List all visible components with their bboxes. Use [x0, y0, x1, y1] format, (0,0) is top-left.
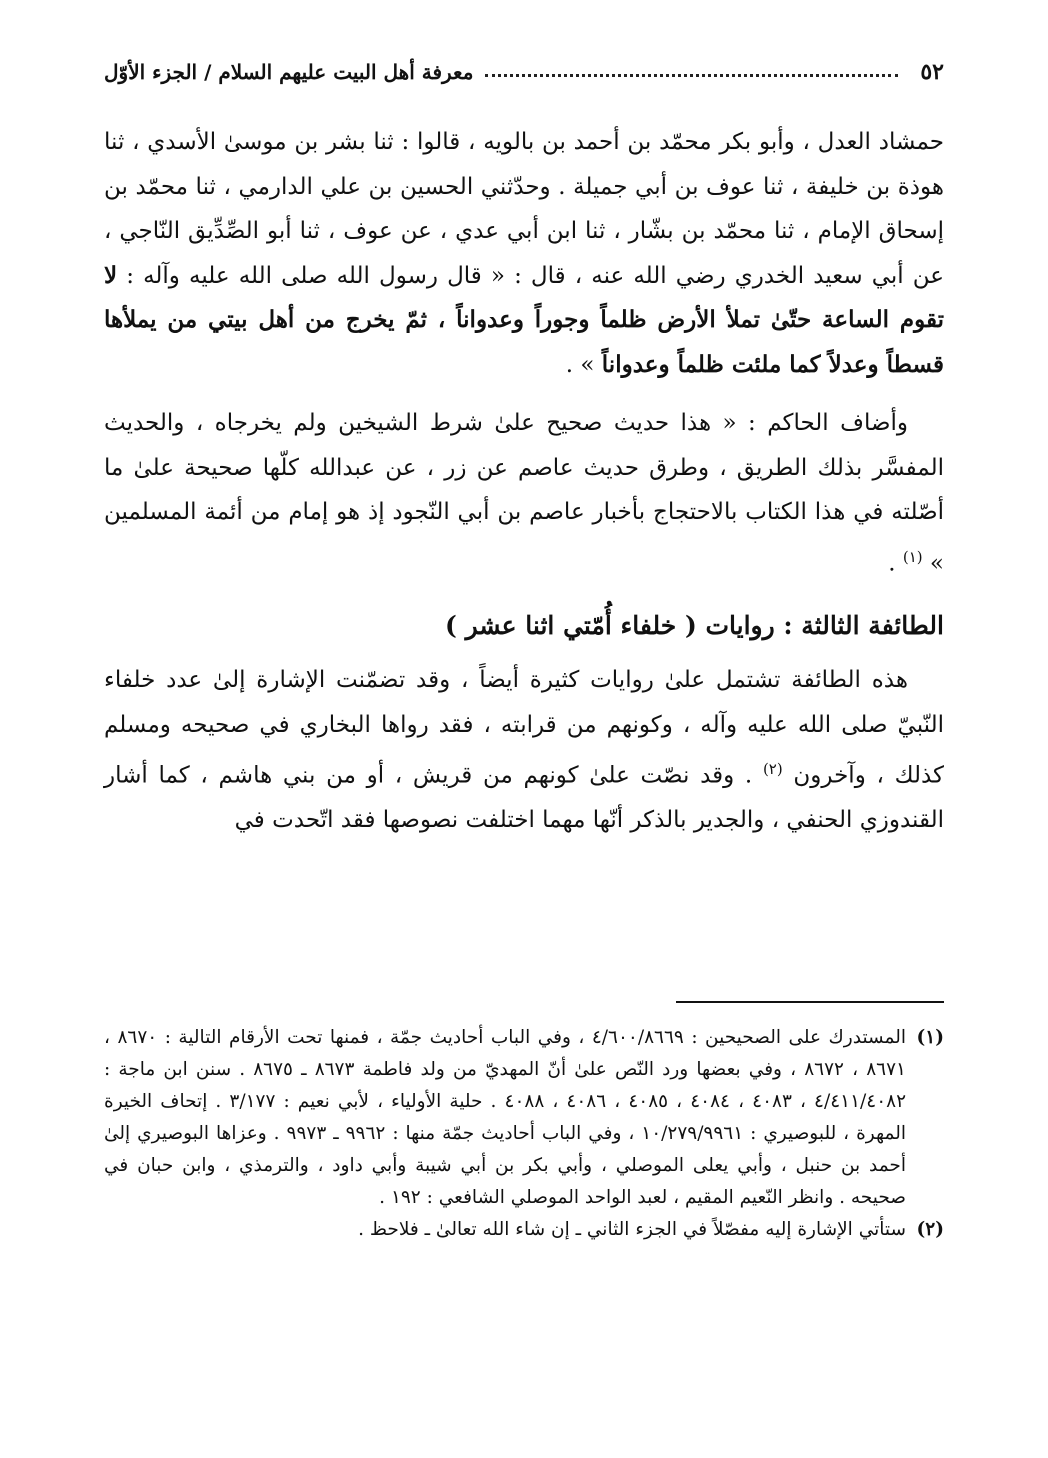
footnote-1 [104, 1022, 944, 1214]
header-dot-leader [485, 74, 898, 77]
paragraph-end: » . [565, 351, 595, 378]
footnote-2 [104, 1214, 944, 1246]
footnote-number: (٢) [916, 1219, 944, 1240]
footnote-text: ستأتي الإشارة إليه مفصّلاً في الجزء الثاني ـ إن شاء الله تعالىٰ ـ فلاحظ . [358, 1219, 906, 1240]
footnote-text: المستدرك على الصحيحين : ٤/٦٠٠/٨٦٦٩ ، وفي الباب أحاديث جمّة ، فمنها تحت الأرقام التالية : ٨٦٧٠ ، ٨٦٧١ ، ٨٦٧٢ ، وفي بعضها ورد النّص علىٰ أنّ المهديّ من ولد فاطمة ٨٦٧٣ ـ ٨٦٧٥ . سنن ابن ماجة : ٤/٤١١/٤٠٨٢ ، ٤٠٨٣ ، ٤٠٨٤ ، ٤٠٨٥ ، ٤٠٨٦ ، ٤٠٨٨ . حلية الأولياء ، لأبي نعيم : ٣/١٧٧ . إتحاف الخيرة المهرة ، للبوصيري : ١٠/٢٧٩/٩٩٦١ ، وفي الباب أحاديث جمّة منها : ٩٩٦٢ ـ ٩٩٧٣ . وعزاها البوصيري إلىٰ أحمد بن حنبل ، وأبي يعلى الموصلي ، وأبي بكر بن أبي شيبة وأبي داود ، والترمذي ، وابن حبان في صحيحه . وانظر النّعيم المقيم ، لعبد الواحد الموصلي الشافعي : ١٩٢ . [104, 1027, 907, 1208]
page-number: ٥٢ [920, 59, 944, 85]
paragraph-hakim [104, 401, 944, 586]
header-title: معرفة أهل البيت عليهم السلام / الجزء الأوّل [104, 60, 474, 84]
paragraph-third-group [104, 658, 944, 843]
paragraph-end: . [888, 550, 896, 577]
footnotes [104, 1022, 944, 1246]
footnote-ref-2[interactable]: (٢) [762, 760, 783, 779]
section-heading: الطائفة الثالثة : روايات ( خلفاء أُمّتي اثنا عشر ) [445, 610, 944, 640]
book-page [104, 0, 944, 1458]
main-text [104, 120, 944, 843]
hadith-quote: لا تقوم الساعة حتّىٰ تملأ الأرض ظلماً وجوراً وعدواناً ، ثمّ يخرج من أهل بيتي من يملأها قسطاً وعدلاً كما ملئت ظلماً وعدواناً [104, 261, 944, 378]
footnote-number: (١) [916, 1027, 944, 1048]
paragraph-text: هذه الطائفة تشتمل علىٰ روايات كثيرة أيضاً ، وقد تضمّنت الإشارة إلىٰ عدد خلفاء النّبيّ صلى الله عليه وآله ، وكونهم من قرابته ، فقد رواها البخاري في صحيحه ومسلم كذلك ، وآخرون [104, 667, 945, 789]
paragraph-text: حمشاد العدل ، وأبو بكر محمّد بن أحمد بن بالويه ، قالوا : ثنا بشر بن موسىٰ الأسدي ، ثنا هوذة بن خليفة ، ثنا عوف بن أبي جميلة . وحدّثني الحسين بن علي الدارمي ، ثنا محمّد بن إسحاق الإمام ، ثنا محمّد بن بشّار ، ثنا ابن أبي عدي ، عن عوف ، ثنا أبو الصِّدِّيق النّاجي ، عن أبي سعيد الخدري رضي الله عنه ، قال : « قال رسول الله صلى الله عليه وآله : [104, 129, 944, 289]
footnote-divider [676, 1001, 944, 1003]
running-header [104, 52, 944, 92]
paragraph-end: . وقد نصّت علىٰ كونهم من قريش ، أو من بني هاشم ، كما أشار القندوزي الحنفي ، والجدير بالذكر أنّها مهما اختلفت نصوصها فقد اتّحدت في [104, 762, 944, 834]
footnote-ref-1[interactable]: (١) [902, 547, 923, 566]
paragraph-text: وأضاف الحاكم : « هذا حديث صحيح علىٰ شرط الشيخين ولم يخرجاه ، والحديث المفسَّر بذلك الطريق ، وطرق حديث عاصم عن زر ، عن عبدالله كلّها صحيحة علىٰ ما أصّلته في هذا الكتاب بالاحتجاج بأخبار عاصم بن أبي النّجود إذ هو إمام من أئمة المسلمين » [104, 410, 944, 577]
paragraph-hadith-chain [104, 120, 944, 387]
